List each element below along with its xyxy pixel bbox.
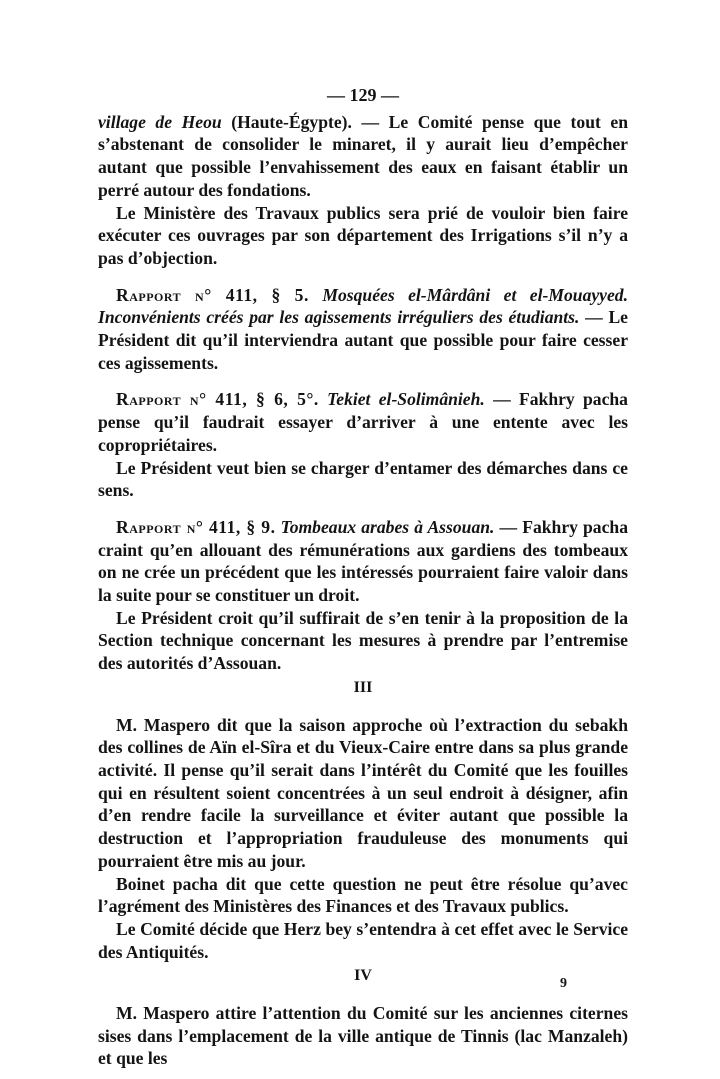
report-paragraph (98, 516, 628, 607)
report-title: Mosquées el-Mârdâni et el-Mouayyed. Inconvénients créés par les agissements irréguliers des étudiants. (98, 284, 628, 328)
report-paragraph (98, 284, 628, 375)
paragraph: M. Maspero dit que la saison approche où l’extraction du sebakh des collines de Aïn el-Sîra et du Vieux-Caire entre dans sa plus grande activité. Il pense qu’il serait dans l’intérêt du Comité que les fouilles qui en résultent soient concentrées à un seul endroit à désigner, afin d’en rendre facile la surveillance et éviter autant que possible la destruction et l’appropriation frauduleuse des monuments qui pourraient être mis au jour. (98, 714, 628, 871)
paragraph (98, 111, 628, 202)
document-page (98, 84, 628, 1070)
page-number: — 129 — (327, 85, 399, 105)
paragraph-text: — Le Président dit qu’il interviendra autant que possible pour faire cesser ces agissements. (98, 307, 628, 373)
report-label: Rapport n° 411, § 5. (116, 284, 309, 305)
paragraph-text: — Fakhry pacha craint qu’en allouant des rémunérations aux gardiens des tombeaux on ne crée un précédent que les intéressés pourraient faire valoir dans la suite pour se constituer un droit. (98, 516, 628, 606)
report-paragraph (98, 388, 628, 456)
paragraph: Le Président croit qu’il suffirait de s’en tenir à la proposition de la Section technique concernant les mesures à prendre par l’entremise des autorités d’Assouan. (98, 607, 628, 674)
report-title: Tekiet el-Solimânieh. (327, 389, 485, 410)
report-label: Rapport n° 411, § 9. (116, 516, 276, 537)
report-label: Rapport n° 411, § 6, 5°. (116, 389, 319, 410)
paragraph-text: — Fakhry pacha pense qu’il faudrait essayer d’arriver à une entente avec les copropriétaires. (98, 389, 628, 455)
section-heading: III (353, 678, 373, 696)
paragraph-text: (Haute-Égypte). — Le Comité pense que tout en s’abstenant de consolider le minaret, il y aurait lieu d’empêcher autant que possible l’envahissement des eaux en faisant établir un perré autour des fondations. (98, 111, 628, 200)
report-title: Tombeaux arabes à Assouan. (280, 516, 495, 537)
paragraph: Le Ministère des Travaux publics sera prié de vouloir bien faire exécuter ces ouvrages par son département des Irrigations s’il n’y a pas d’objection. (98, 202, 628, 268)
place-name: village de Heou (98, 111, 222, 132)
paragraph: M. Maspero attire l’attention du Comité sur les anciennes citernes sises dans l’emplacement de la ville antique de Tinnis (lac Manzaleh) et que les (98, 1003, 628, 1069)
signature-mark: 9 (560, 976, 567, 991)
paragraph: Boinet pacha dit que cette question ne peut être résolue qu’avec l’agrément des Ministères des Finances et des Travaux publics. (98, 873, 628, 917)
paragraph: Le Comité décide que Herz bey s’entendra à cet effet avec le Service des Antiquités. (98, 918, 628, 962)
paragraph: Le Président veut bien se charger d’entamer des démarches dans ce sens. (98, 457, 628, 501)
section-heading: IV (354, 967, 372, 985)
